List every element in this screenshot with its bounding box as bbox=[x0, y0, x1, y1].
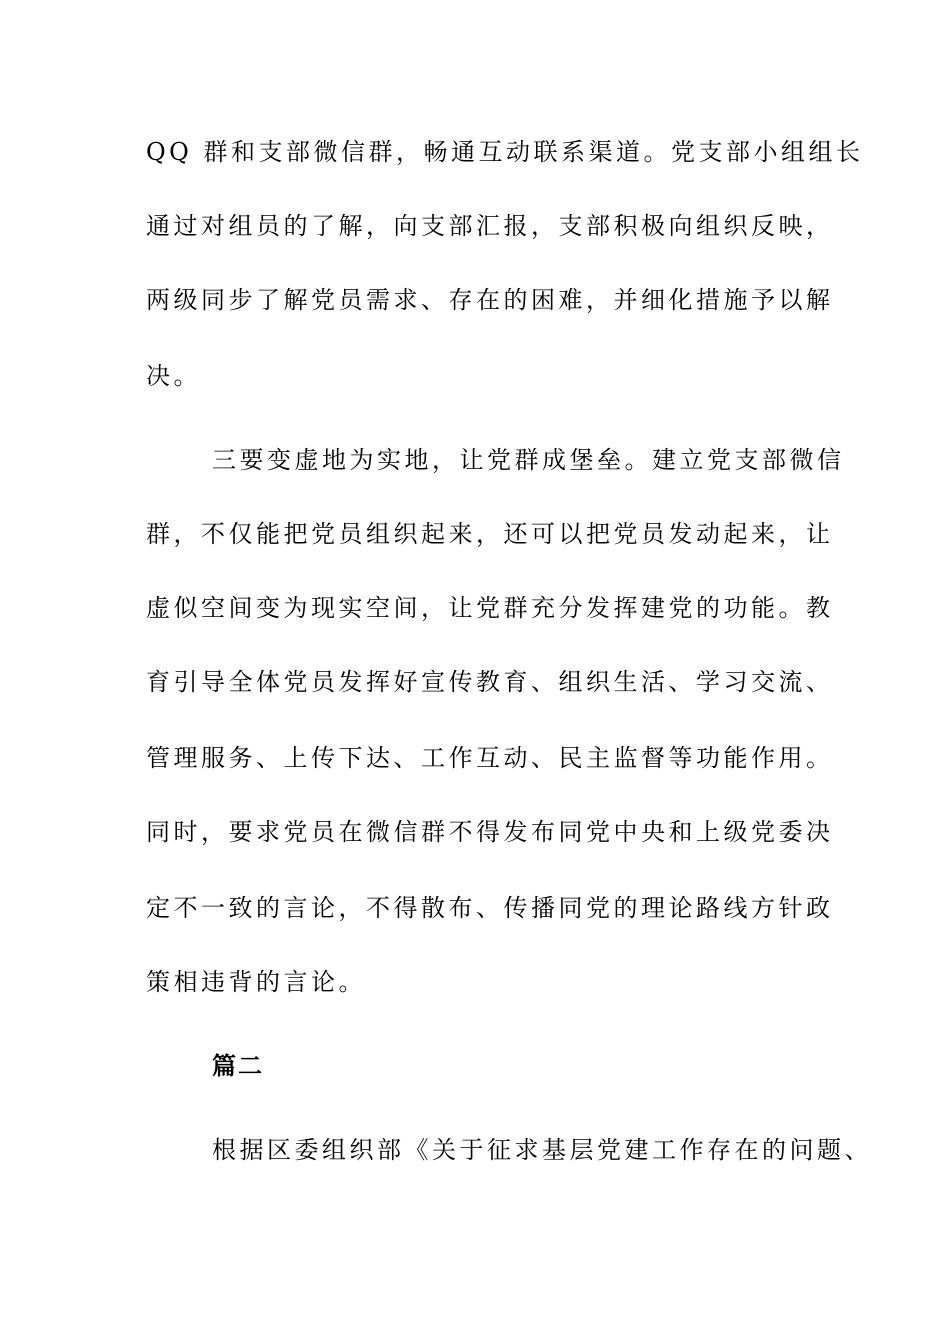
paragraph-2-line-8: 策相违背的言论。 bbox=[146, 968, 366, 996]
paragraph-2-line-5: 管理服务、上传下达、工作互动、民主监督等功能作用。 bbox=[146, 744, 834, 772]
paragraph-2-line-1: 三要变虚地为实地，让党群成堡垒。建立党支部微信 bbox=[212, 446, 845, 474]
paragraph-2-line-4: 育引导全体党员发挥好宣传教育、组织生活、学习交流、 bbox=[146, 668, 834, 696]
paragraph-2-line-3: 虚似空间变为现实空间，让党群充分发挥建党的功能。教 bbox=[146, 594, 834, 622]
paragraph-3-line-1: 根据区委组织部《关于征求基层党建工作存在的问题、 bbox=[212, 1136, 872, 1164]
section-heading: 篇二 bbox=[212, 1052, 264, 1080]
paragraph-2-line-7: 定不一致的言论，不得散布、传播同党的理论路线方针政 bbox=[146, 894, 834, 922]
paragraph-2-line-6: 同时，要求党员在微信群不得发布同党中央和上级党委决 bbox=[146, 818, 834, 846]
paragraph-1-line-1: QQ 群和支部微信群，畅通互动联系渠道。党支部小组组长 bbox=[146, 138, 864, 166]
paragraph-1-line-4: 决。 bbox=[146, 362, 201, 390]
paragraph-1-line-3: 两级同步了解党员需求、存在的困难，并细化措施予以解 bbox=[146, 286, 834, 314]
paragraph-1-line-2: 通过对组员的了解，向支部汇报，支部积极向组织反映， bbox=[146, 212, 834, 240]
paragraph-2-line-2: 群，不仅能把党员组织起来，还可以把党员发动起来，让 bbox=[146, 520, 834, 548]
